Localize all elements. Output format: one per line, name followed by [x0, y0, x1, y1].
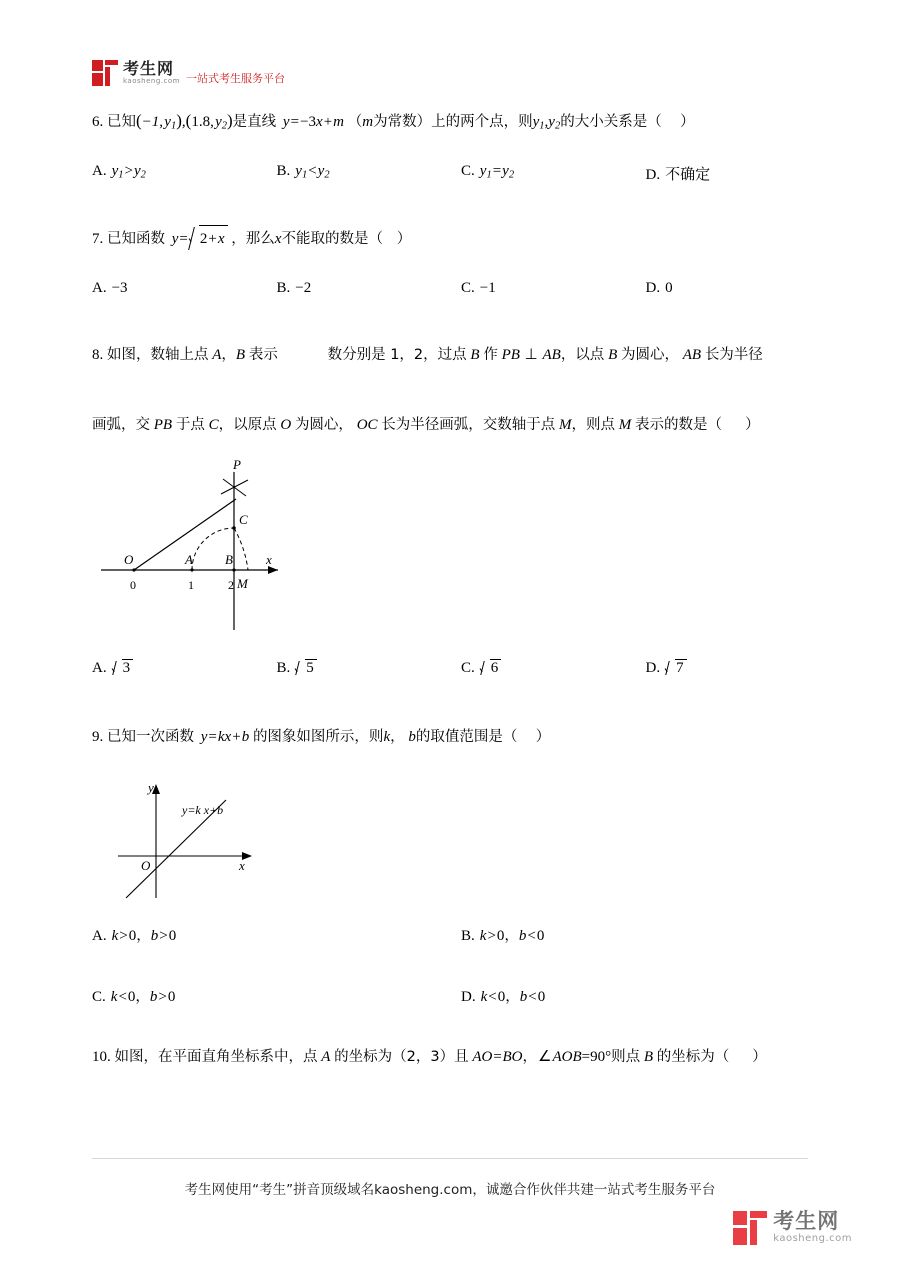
option-b[interactable]: B. −2 [276, 280, 312, 296]
option-d[interactable]: D. 0 [645, 280, 673, 296]
svg-text:x: x [239, 858, 245, 873]
svg-text:B: B [225, 552, 233, 567]
option-a[interactable]: A. k>0，b>0 [92, 928, 177, 944]
logo-text [123, 58, 180, 86]
option-b[interactable]: B. 5 [277, 658, 462, 677]
question-9-stem: 9. 已知一次函数 y=kx+b 的图象如图所示，则k， b的取值范围是（ ） [92, 729, 551, 745]
linear-function-graph-svg [108, 778, 298, 906]
option-b[interactable]: B. k>0，b<0 [461, 928, 545, 944]
option-c[interactable]: C. 6 [461, 658, 646, 677]
option-d[interactable]: D. 7 [646, 658, 831, 677]
svg-text:y: y [148, 780, 154, 795]
watermark-name-cn: 考生网 [773, 1209, 840, 1233]
question-6-options [92, 163, 830, 184]
option-c[interactable]: C. $y_1=y_2$ [461, 163, 515, 181]
option-a[interactable]: A. $y_1>y_2$ [92, 163, 146, 181]
question-9-options-row2 [92, 985, 830, 1006]
site-logo [92, 58, 285, 88]
number-line-construction-svg [96, 452, 286, 642]
svg-text:y=k x+b: y=k x+b [182, 803, 224, 817]
option-c[interactable]: C. −1 [461, 280, 496, 296]
svg-text:0: 0 [130, 578, 136, 592]
watermark-logo-icon [733, 1211, 767, 1245]
svg-text:2: 2 [228, 578, 234, 592]
option-d[interactable]: D. k<0，b<0 [461, 989, 546, 1005]
option-a[interactable]: A. −3 [92, 280, 128, 296]
question-8-options [92, 658, 830, 677]
question-7-stem: 7. 已知函数 y= 2+x ，那么x不能取的数是（ ） [92, 224, 830, 252]
svg-text:A: A [185, 552, 193, 567]
watermark-name-en: kaosheng.com [773, 1233, 852, 1244]
question-6-number: 6. [92, 114, 104, 130]
question-7-options [92, 280, 830, 297]
option-c[interactable]: C. k<0，b>0 [92, 989, 176, 1005]
svg-text:x: x [266, 552, 272, 567]
option-a[interactable]: A. 3 [92, 658, 277, 677]
svg-text:C: C [239, 512, 248, 527]
question-8-stem-line1: 8. 如图，数轴上点 A，B 表示 数分别是 1，2，过点 B 作 PB ⊥ AB，以点 B 为圆心， AB 长为半径 [92, 347, 763, 363]
question-8-number: 8. [92, 347, 104, 363]
question-9-options-row1 [92, 924, 830, 945]
logo-slogan: 一站式考生服务平台 [185, 72, 285, 85]
svg-text:1: 1 [188, 578, 194, 592]
question-8-stem-line2: 画弧，交 PB 于点 C，以原点 O 为圆心， OC 长为半径画弧，交数轴于点 M，则点 M 表示的数是（ ） [92, 417, 760, 433]
footer-watermark [733, 1210, 852, 1245]
question-6-stem: 6. 已知(−1, $y_1),(1.8$, $y_2$)是直线 y=−3x+m （m为常数）上的两个点，则$y_1,y_2$的大小关系是（ ） [92, 111, 695, 132]
question-10-stem: 10. 如图，在平面直角坐标系中，点 A 的坐标为（2，3）且 AO=BO，∠AOB=90°则点 B 的坐标为（ ） [92, 1049, 767, 1065]
svg-text:P: P [233, 457, 241, 472]
footer-text: 考生网使用“考生”拼音顶级域名kaosheng.com，诚邀合作伙伴共建一站式考生服务平台 [184, 1182, 716, 1198]
question-9-figure [108, 778, 298, 906]
option-b[interactable]: B. $y_1<y_2$ [276, 163, 330, 181]
logo-name-en: kaosheng.com [123, 76, 180, 85]
question-7-number: 7. [92, 231, 104, 247]
svg-text:M: M [237, 576, 248, 591]
logo-mark-icon [92, 60, 118, 86]
option-d[interactable]: D. 不确定 [645, 165, 711, 183]
logo-name-cn: 考生网 [123, 58, 175, 78]
footer-divider [92, 1158, 808, 1159]
svg-text:O: O [141, 858, 151, 873]
question-9-number: 9. [92, 729, 104, 745]
question-10-number: 10. [92, 1049, 111, 1065]
svg-text:O: O [124, 552, 134, 567]
question-8-figure [96, 452, 286, 642]
